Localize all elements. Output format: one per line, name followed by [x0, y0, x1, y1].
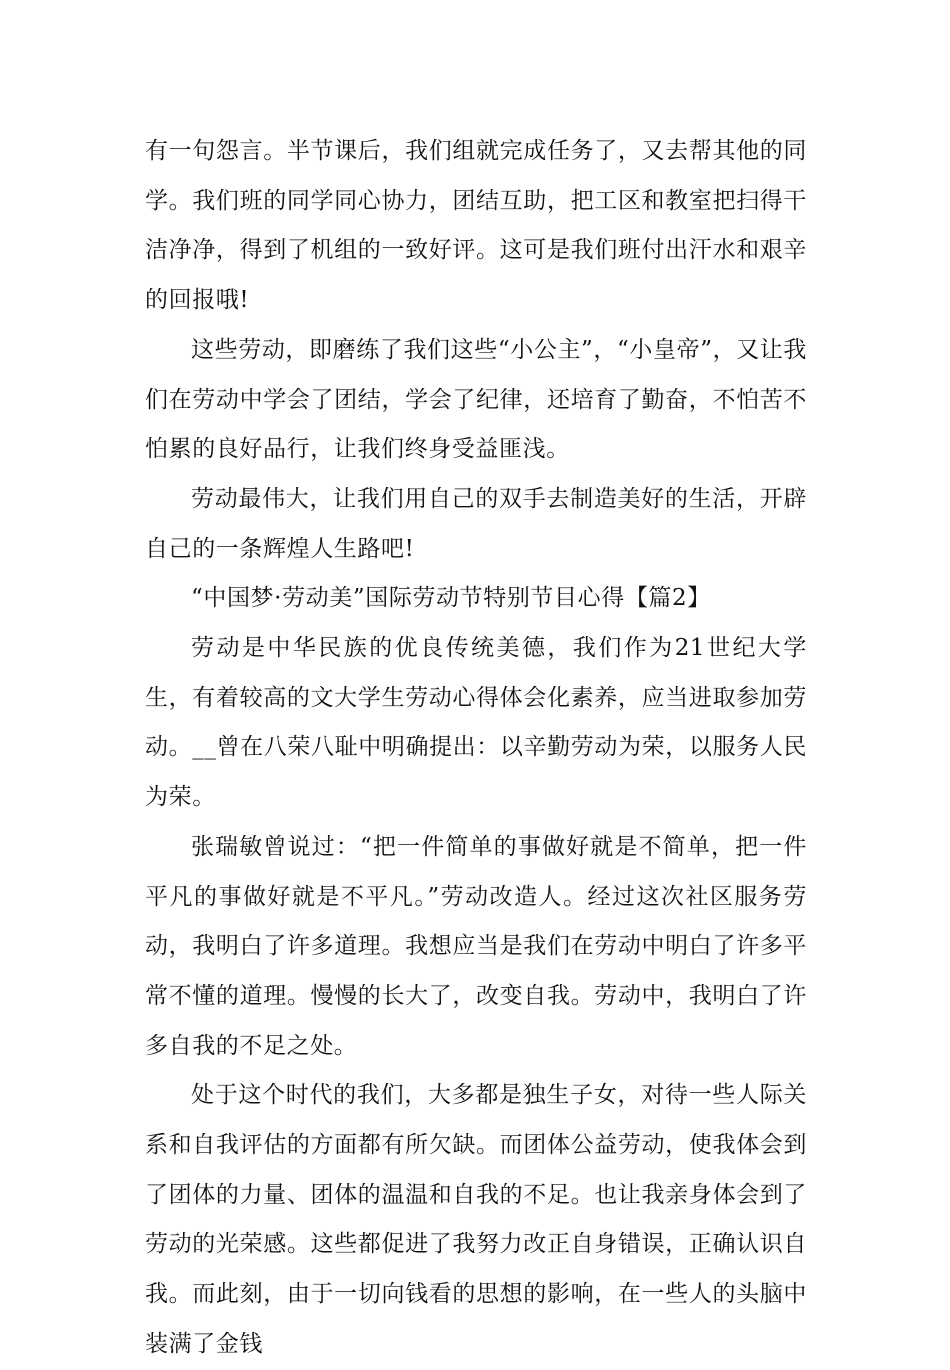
paragraph-labor-benefits: 这些劳动，即磨练了我们这些“小公主”，“小皇帝”，又让我们在劳动中学会了团结，学会了纪律，还培育了勤奋，不怕苦不怕累的良好品行，让我们终身受益匪浅。 — [145, 336, 807, 463]
paragraph-labor-greatest: 劳动最伟大，让我们用自己的双手去制造美好的生活，开辟自己的一条辉煌人生路吧! — [145, 485, 807, 562]
paragraph-traditional-virtue: 劳动是中华民族的优良传统美德，我们作为21世纪大学生，有着较高的文大学生劳动心得体会化素养，应当进取参加劳动。__曾在八荣八耻中明确提出：以辛勤劳动为荣，以服务人民为荣。 — [145, 635, 807, 811]
paragraph-zhang-ruimin-quote: 张瑞敏曾说过：“把一件简单的事做好就是不简单，把一件平凡的事做好就是不平凡。”劳动改造人。经过这次社区服务劳动，我明白了许多道理。我想应当是我们在劳动中明白了许多平常不懂的道理。慢慢的长大了，改变自我。劳动中，我明白了许多自我的不足之处。 — [145, 833, 807, 1059]
paragraph-continuation: 有一句怨言。半节课后，我们组就完成任务了，又去帮其他的同学。我们班的同学同心协力，团结互助，把工区和教室把扫得干洁净净，得到了机组的一致好评。这可是我们班付出汗水和艰辛的回报哦! — [145, 138, 807, 314]
paragraph-this-era: 处于这个时代的我们，大多都是独生子女，对待一些人际关系和自我评估的方面都有所欠缺。而团体公益劳动，使我体会到了团体的力量、团体的温温和自我的不足。也让我亲身体会到了劳动的光荣感。这些都促进了我努力改正自身错误，正确认识自我。而此刻，由于一切向钱看的思想的影响，在一些人的头脑中装满了金钱 — [145, 1082, 807, 1357]
document-body — [145, 127, 807, 1370]
section-heading: “中国梦·劳动美”国际劳动节特别节目心得【篇2】 — [191, 585, 711, 612]
